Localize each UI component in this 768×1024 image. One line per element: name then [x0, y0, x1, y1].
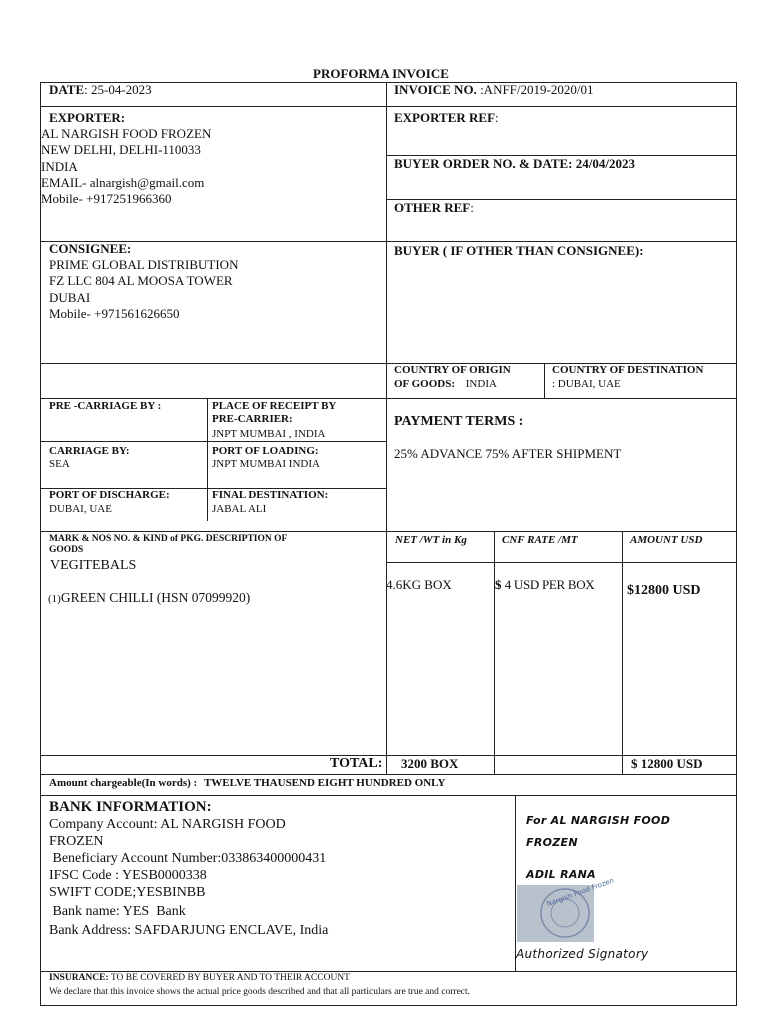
country-dest-value: : DUBAI, UAE — [552, 378, 621, 390]
goods-item-no: (1) — [48, 593, 61, 605]
final-destination-label: FINAL DESTINATION: — [212, 489, 329, 501]
goods-rate — [495, 577, 594, 593]
amount-in-words — [49, 777, 445, 789]
goods-category: VEGITEBALS — [50, 558, 137, 573]
port-loading-value: JNPT MUMBAI INDIA — [212, 458, 320, 470]
bank-line: FROZEN — [49, 834, 104, 849]
cnf-rate-header: CNF RATE /MT — [502, 534, 578, 546]
bank-title: BANK INFORMATION: — [49, 799, 212, 815]
other-ref-label: OTHER REF — [394, 200, 471, 215]
company-stamp — [517, 876, 615, 942]
goods-desc-header: MARK & NOS NO. & KIND of PKG. DESCRIPTION OF — [49, 534, 288, 544]
country-origin-label-2: OF GOODS: — [394, 378, 456, 390]
amount-words-label: Amount chargeable(In words) : — [49, 777, 198, 789]
buyer-order-label: BUYER ORDER NO. & DATE: 24/04/2023 — [394, 156, 635, 171]
port-loading-label: PORT OF LOADING: — [212, 445, 319, 457]
country-origin-label: COUNTRY OF ORIGIN — [394, 364, 511, 376]
other-ref-value: : — [470, 200, 474, 215]
date-label: DATE — [49, 82, 85, 97]
stamp-seal-icon — [517, 876, 615, 942]
consignee-line: PRIME GLOBAL DISTRIBUTION — [49, 257, 239, 272]
bank-line: Bank Address: SAFDARJUNG ENCLAVE, India — [49, 923, 329, 938]
carriage-by-label: CARRIAGE BY: — [49, 445, 130, 457]
goods-net-wt: 4.6KG BOX — [386, 577, 452, 592]
date-value: : 25-04-2023 — [84, 82, 152, 97]
buyer-other-label: BUYER ( IF OTHER THAN CONSIGNEE): — [394, 243, 644, 258]
stamp-text: Nargish Food Frozen — [545, 876, 615, 909]
net-wt-header: NET /WT in Kg — [395, 534, 467, 546]
payment-terms-value: 25% ADVANCE 75% AFTER SHIPMENT — [394, 446, 622, 461]
goods-desc-header-2: GOODS — [49, 545, 84, 555]
amount-words-value: TWELVE THAUSEND EIGHT HUNDRED ONLY — [203, 777, 446, 789]
consignee-line: FZ LLC 804 AL MOOSA TOWER — [49, 273, 233, 288]
final-destination-value: JABAL ALI — [212, 503, 267, 515]
declaration: We declare that this invoice shows the actual price goods described and that all particulars are true and correct. — [49, 987, 471, 997]
date-field — [49, 82, 152, 98]
place-receipt-label: PLACE OF RECEIPT BY — [212, 400, 337, 412]
place-receipt-value: JNPT MUMBAI , INDIA — [212, 428, 326, 440]
country-origin-line — [394, 378, 497, 390]
insurance-line — [49, 973, 350, 984]
port-discharge-value: DUBAI, UAE — [49, 503, 112, 515]
bank-line: IFSC Code : YESB0000338 — [49, 868, 207, 883]
goods-amount: $12800 USD — [627, 583, 701, 598]
total-amount: $ 12800 USD — [631, 756, 703, 771]
bank-line: Beneficiary Account Number:033863400000431 — [49, 851, 327, 866]
total-quantity: 3200 BOX — [401, 756, 459, 771]
bank-line: SWIFT CODE;YESBINBB — [49, 885, 206, 900]
exporter-line: EMAIL- alnargish@gmail.com — [41, 175, 205, 190]
goods-item-desc: GREEN CHILLI (HSN 07099920) — [60, 590, 251, 605]
exporter-ref-value: : — [495, 110, 499, 125]
insurance-value: TO BE COVERED BY BUYER AND TO THEIR ACCOUNT — [110, 973, 350, 983]
exporter-line: AL NARGISH FOOD FROZEN — [41, 126, 212, 141]
rate-value: 4 USD PER BOX — [504, 577, 595, 592]
payment-terms-label: PAYMENT TERMS : — [394, 414, 524, 429]
consignee-line: Mobile- +971561626650 — [49, 306, 180, 321]
page-title: PROFORMA INVOICE — [313, 66, 449, 81]
insurance-label: INSURANCE: — [49, 973, 109, 983]
carriage-by-value: SEA — [49, 458, 70, 470]
signatory-name: ADIL RANA — [526, 868, 596, 881]
exporter-line: NEW DELHI, DELHI-110033 — [41, 142, 201, 157]
goods-item — [48, 590, 250, 606]
country-origin-value: INDIA — [465, 378, 497, 390]
invoice-number-label: INVOICE NO. — [394, 82, 477, 97]
consignee-label: CONSIGNEE: — [49, 241, 132, 256]
exporter-line: Mobile- +917251966360 — [41, 191, 172, 206]
signatory-company: For AL NARGISH FOOD — [526, 814, 671, 827]
authorized-signatory-label: Authorized Signatory — [516, 947, 649, 961]
rate-currency: $ — [495, 577, 502, 592]
country-dest-label: COUNTRY OF DESTINATION — [552, 364, 704, 376]
exporter-ref-label: EXPORTER REF — [394, 110, 496, 125]
exporter-ref-field — [394, 110, 499, 126]
consignee-line: DUBAI — [49, 290, 91, 305]
other-ref-field — [394, 200, 474, 216]
exporter-label: EXPORTER: — [49, 110, 126, 125]
invoice-number-value: :ANFF/2019-2020/01 — [476, 82, 594, 97]
place-receipt-label-2: PRE-CARRIER: — [212, 413, 293, 425]
port-discharge-label: PORT OF DISCHARGE: — [49, 489, 170, 501]
bank-line: Company Account: AL NARGISH FOOD — [49, 817, 286, 832]
signatory-company-2: FROZEN — [526, 836, 578, 849]
pre-carriage-label: PRE -CARRIAGE BY : — [49, 400, 162, 412]
exporter-line: INDIA — [41, 159, 78, 174]
bank-line: Bank name: YES Bank — [49, 904, 186, 919]
amount-header: AMOUNT USD — [630, 534, 703, 546]
invoice-number-field — [394, 82, 593, 98]
total-label: TOTAL: — [330, 756, 383, 771]
